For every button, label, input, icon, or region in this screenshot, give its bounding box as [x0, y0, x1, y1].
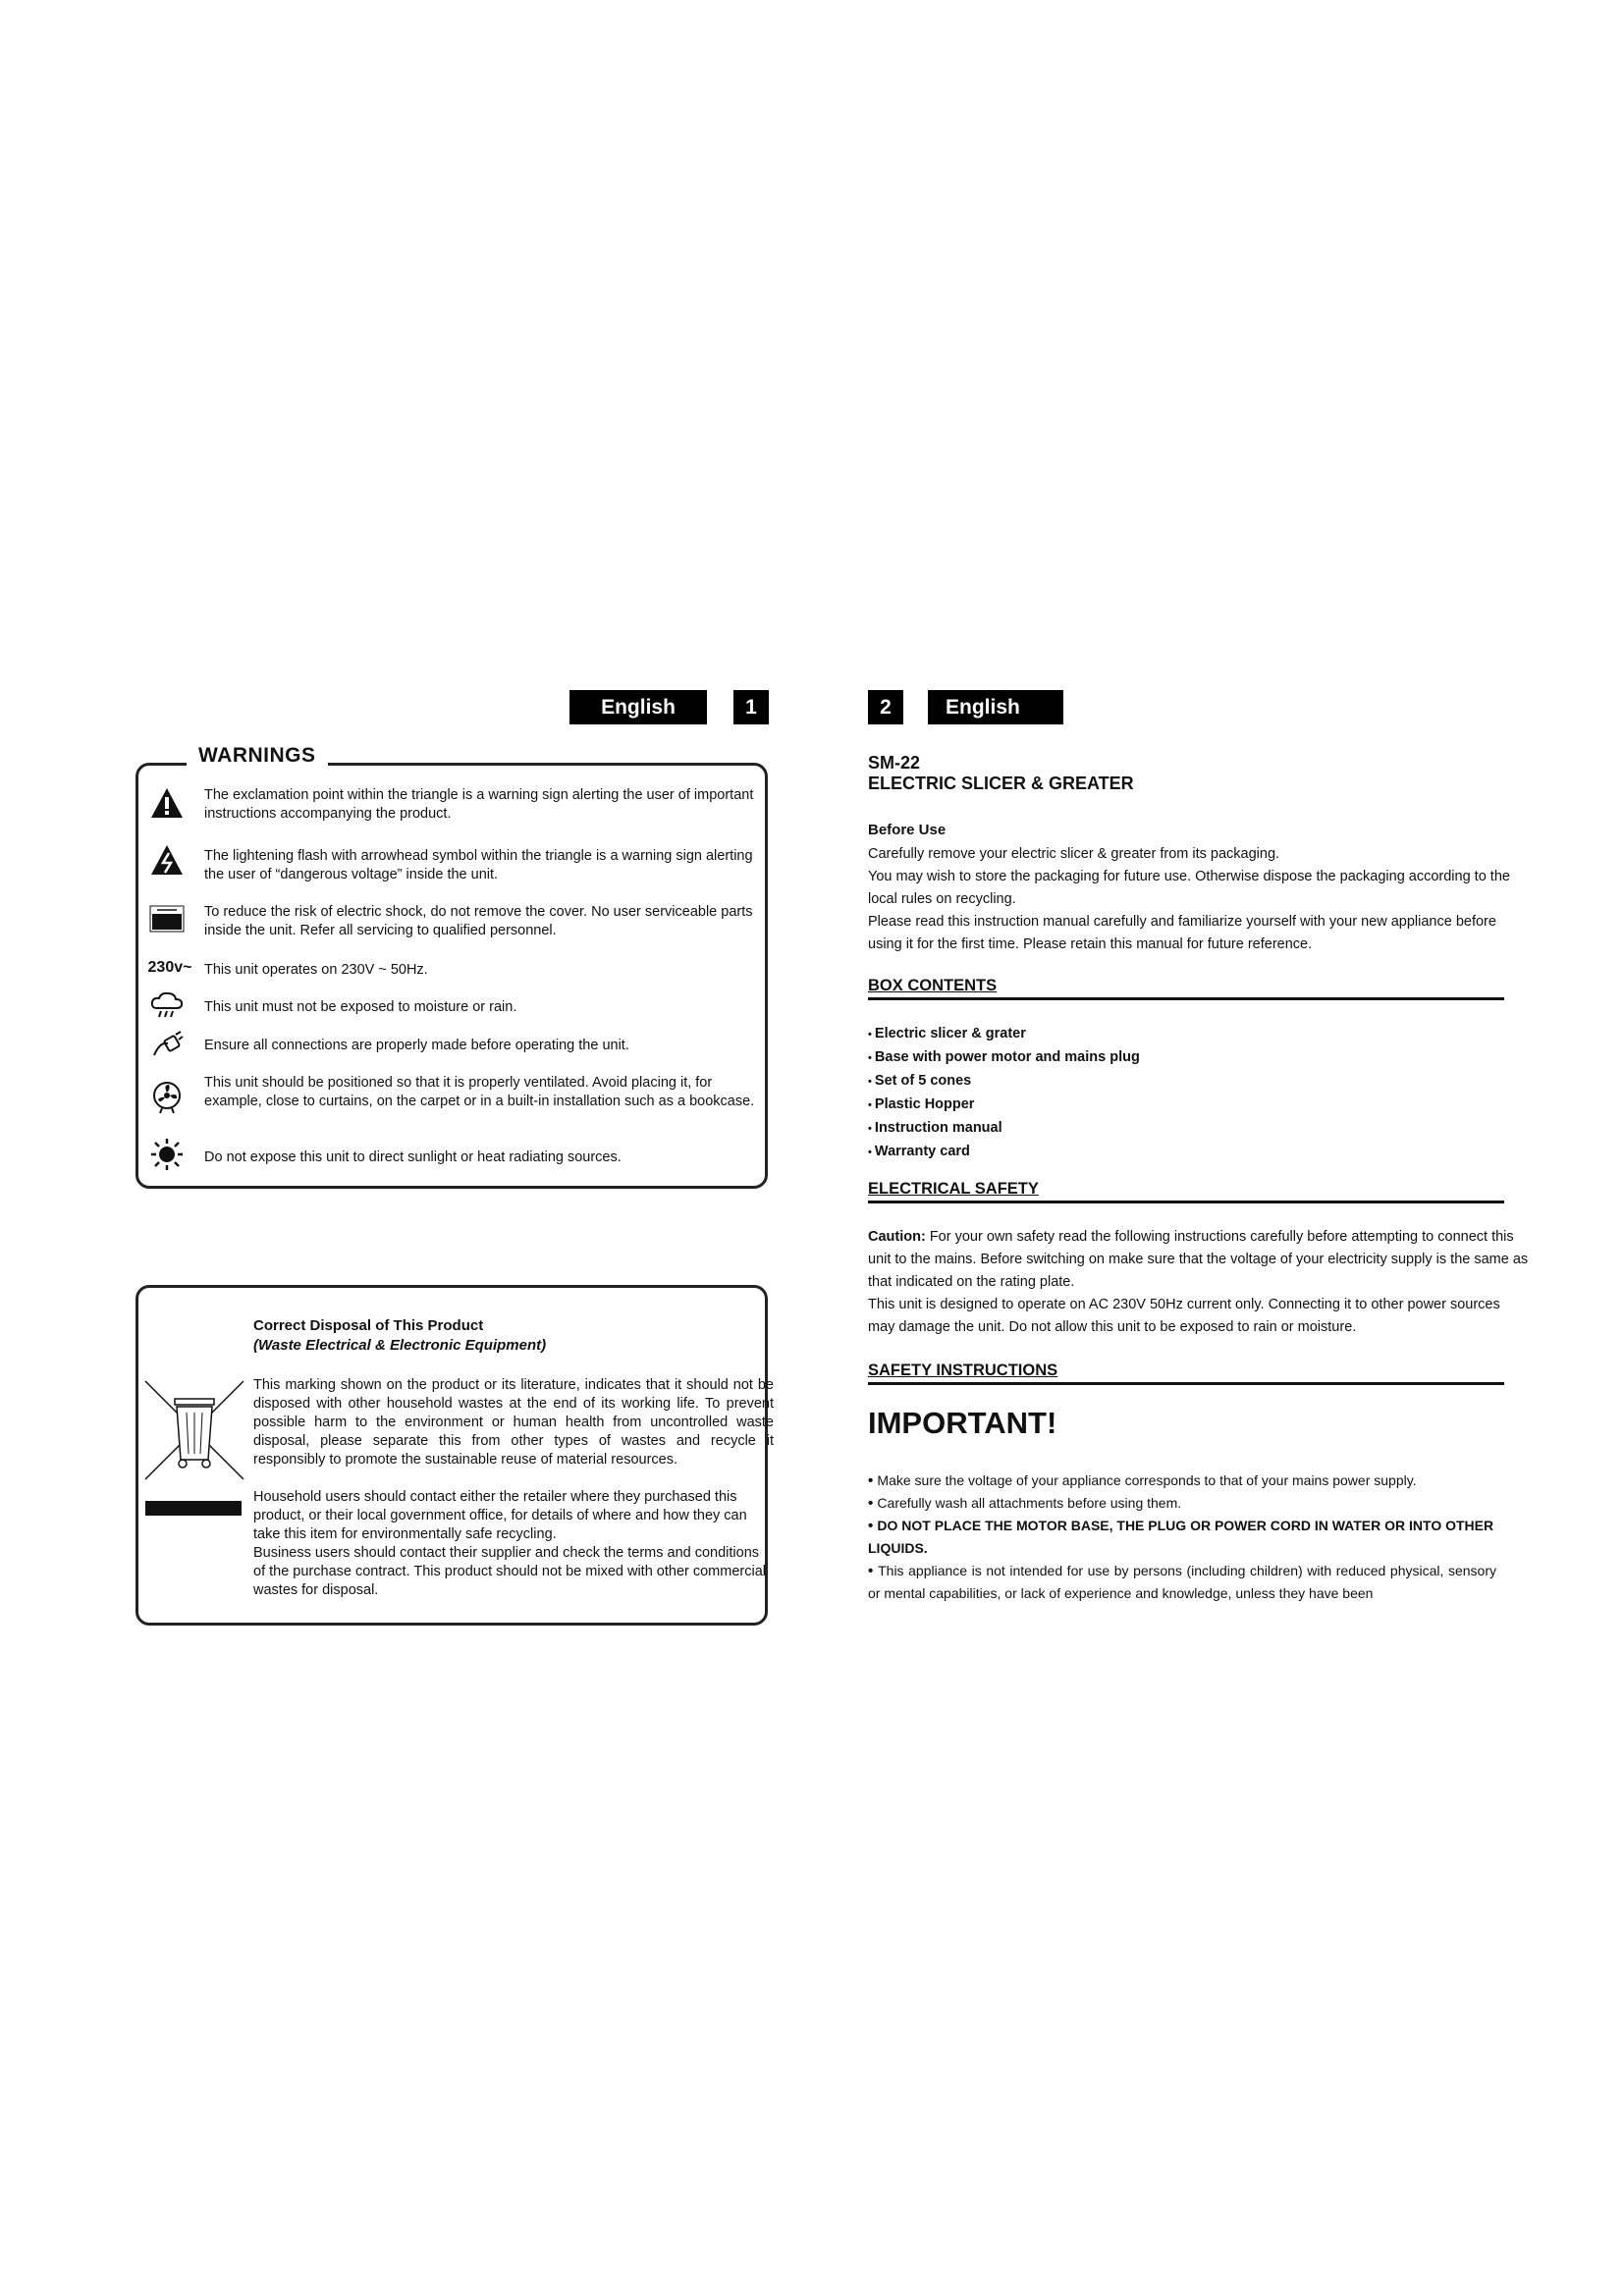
- lightning-triangle-icon: [147, 842, 187, 878]
- warning-text-voltage-flash: The lightening flash with arrowhead symbol within the triangle is a warning sign alerting the user of “dangerous voltage” inside the unit.: [204, 848, 753, 882]
- electrical-safety-line-2: This unit is designed to operate on AC 230V 50Hz current only. Connecting it to other power sources may damage the unit. Do not allow this unit to be exposed to rain or moisture.: [868, 1297, 1500, 1335]
- important-heading: IMPORTANT!: [868, 1406, 1057, 1440]
- caution-text: For your own safety read the following instructions carefully before attempting to connect this unit to the mains. Before switching on make sure that the voltage of your electricity supply is the same as that indicated on the rating plate.: [868, 1229, 1529, 1290]
- caution-label: Caution:: [868, 1229, 926, 1245]
- list-item: • Electric slicer & grater: [868, 1023, 1140, 1046]
- voltage-230v-icon: 230v~: [147, 959, 192, 976]
- before-use-line-2: You may wish to store the packaging for future use. Otherwise dispose the packaging according to the local rules on recycling.: [868, 869, 1510, 907]
- before-use-heading: Before Use: [868, 822, 947, 838]
- warning-text-ventilation: This unit should be positioned so that it is properly ventilated. Avoid placing it, for example, close to curtains, on the carpet or in a built-in installation such as a bookcase.: [204, 1075, 755, 1109]
- list-item: • This appliance is not intended for use by persons (including children) with reduced physical, sensory or mental capabilities, or lack of experience and knowledge, unless they have been: [868, 1563, 1496, 1601]
- disposal-subtitle: (Waste Electrical & Electronic Equipment): [253, 1337, 547, 1354]
- weee-crossed-bin-icon: [143, 1379, 245, 1527]
- language-tab-right: English: [928, 690, 1063, 724]
- disposal-paragraph-2: Household users should contact either the retailer where they purchased this product, or their local government office, for details of where and how they can take this item for environmentally safe recycling.: [253, 1489, 747, 1542]
- warning-text-moisture: This unit must not be exposed to moisture or rain.: [204, 999, 517, 1015]
- rain-cloud-icon: [147, 988, 187, 1023]
- warning-text-connections: Ensure all connections are properly made before operating the unit.: [204, 1038, 629, 1053]
- before-use-line-1: Carefully remove your electric slicer & greater from its packaging.: [868, 846, 1280, 862]
- warning-text-exclamation: The exclamation point within the triangle is a warning sign alerting the user of important instructions accompanying the product.: [204, 787, 754, 822]
- page-number-right: 2: [868, 690, 903, 724]
- product-title: ELECTRIC SLICER & GREATER: [868, 774, 1134, 793]
- disposal-title: Correct Disposal of This Product: [253, 1317, 484, 1334]
- warning-text-cover: To reduce the risk of electric shock, do not remove the cover. No user serviceable parts inside the unit. Refer all servicing to qualified personnel.: [204, 904, 753, 938]
- safety-instructions-list: [868, 1469, 1536, 1605]
- warning-text-230v: This unit operates on 230V ~ 50Hz.: [204, 962, 428, 978]
- caution-label-icon: [147, 901, 187, 936]
- list-item: • Make sure the voltage of your appliance corresponds to that of your mains power supply.: [868, 1472, 1417, 1489]
- plug-connection-icon: [147, 1027, 187, 1062]
- warnings-title: WARNINGS: [187, 744, 328, 768]
- ventilation-fan-icon: [147, 1080, 187, 1115]
- language-tab-left: English: [569, 690, 707, 724]
- box-contents-heading: BOX CONTENTS: [868, 977, 1504, 1000]
- list-item: • Set of 5 cones: [868, 1070, 1140, 1094]
- electrical-safety-heading: ELECTRICAL SAFETY: [868, 1180, 1504, 1203]
- page-number-left: 1: [733, 690, 769, 724]
- electrical-safety-caution: [868, 1226, 1532, 1294]
- model-number: SM-22: [868, 753, 921, 773]
- list-item: • Base with power motor and mains plug: [868, 1046, 1140, 1070]
- safety-instructions-heading: SAFETY INSTRUCTIONS: [868, 1362, 1504, 1385]
- list-item: • Warranty card: [868, 1141, 1140, 1164]
- list-item: • DO NOT PLACE THE MOTOR BASE, THE PLUG OR POWER CORD IN WATER OR INTO OTHER LIQUIDS.: [868, 1518, 1494, 1556]
- box-contents-list: [868, 1023, 1140, 1164]
- list-item: • Instruction manual: [868, 1117, 1140, 1141]
- exclamation-triangle-icon: [147, 785, 187, 821]
- disposal-paragraph-3: Business users should contact their supplier and check the terms and conditions of the purchase contract. This product should not be mixed with other commercial wastes for disposal.: [253, 1545, 766, 1598]
- before-use-line-3: Please read this instruction manual carefully and familiarize yourself with your new appliance before using it for the first time. Please retain this manual for future reference.: [868, 914, 1496, 952]
- list-item: • Carefully wash all attachments before using them.: [868, 1495, 1182, 1512]
- list-item: • Plastic Hopper: [868, 1094, 1140, 1117]
- sun-icon: [147, 1137, 187, 1172]
- disposal-paragraph-1: This marking shown on the product or its literature, indicates that it should not be disposed with other household wastes at the end of its working life. To prevent possible harm to the environment or human health from uncontrolled waste disposal, please separate this from other types of wastes and recycle it responsibly to promote the sustainable reuse of material resources.: [253, 1377, 774, 1468]
- warning-text-sunlight: Do not expose this unit to direct sunlight or heat radiating sources.: [204, 1149, 622, 1165]
